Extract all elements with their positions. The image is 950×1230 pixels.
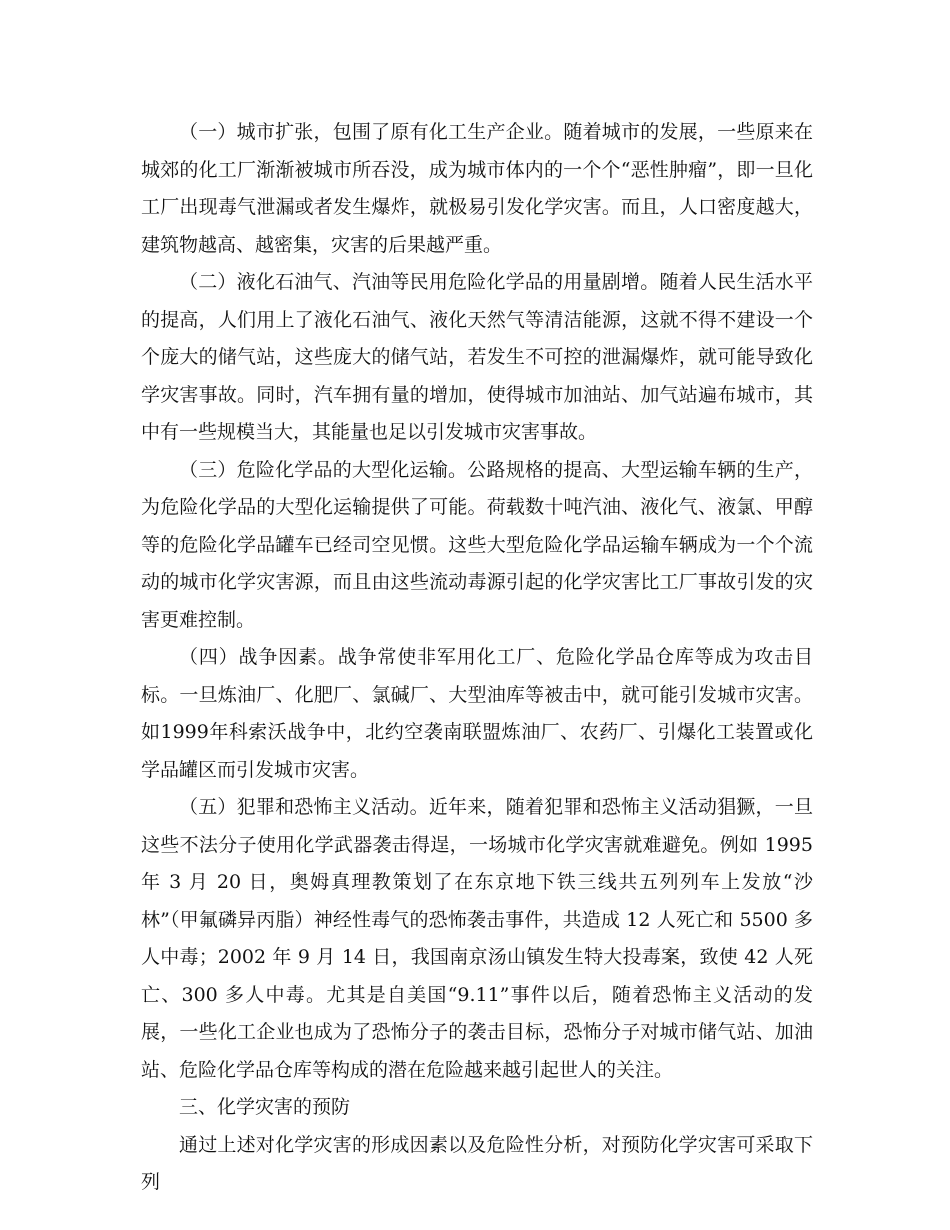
paragraph-3: （三）危险化学品的大型化运输。公路规格的提高、大型运输车辆的生产，为危险化学品的大型化运输提供了可能。荷载数十吨汽油、液化气、液氯、甲醇等的危险化学品罐车已经司空见惯。这些大型危险化学品运输车辆成为一个个流动的城市化学灾害源，而且由这些流动毒源引起的化学灾害比工厂事故引发的灾害更难控制。 (141, 458, 813, 631)
paragraph-2: （二）液化石油气、汽油等民用危险化学品的用量剧增。随着人民生活水平的提高，人们用上了液化石油气、液化天然气等清洁能源，这就不得不建设一个个庞大的储气站，这些庞大的储气站，若发生不可控的泄漏爆炸，就可能导致化学灾害事故。同时，汽车拥有量的增加，使得城市加油站、加气站遍布城市，其中有一些规模当大，其能量也足以引发城市灾害事故。 (141, 271, 813, 443)
section-heading: 三、化学灾害的预防 (179, 1096, 351, 1118)
paragraph-1: （一）城市扩张，包围了原有化工生产企业。随着城市的发展，一些原来在城郊的化工厂渐渐被城市所吞没，成为城市体内的一个个“恶性肿瘤”，即一旦化工厂出现毒气泄漏或者发生爆炸，就极易引发化学灾害。而且，人口密度越大，建筑物越高、越密集，灾害的后果越严重。 (141, 121, 813, 256)
paragraph-4: （四）战争因素。战争常使非军用化工厂、危险化学品仓库等成为攻击目标。一旦炼油厂、化肥厂、氯碱厂、大型油库等被击中，就可能引发城市灾害。如1999年科索沃战争中，北约空袭南联盟炼油厂、农药厂、引爆化工装置或化学品罐区而引发城市灾害。 (141, 646, 813, 781)
paragraph-5: （五）犯罪和恐怖主义活动。近年来，随着犯罪和恐怖主义活动猖獗，一旦这些不法分子使用化学武器袭击得逞，一场城市化学灾害就难避免。例如 1995 年 3 月 20 日，奥姆真理教策划了在东京地下铁三线共五列列车上发放“沙林”（甲氟磷异丙脂）神经性毒气的恐怖袭击事件，共造成 12 人死亡和 5500 多人中毒；2002 年 9 月 14 日，我国南京汤山镇发生特大投毒案，致使 42 人死亡、300 多人中毒。尤其是自美国“9.11”事件以后，随着恐怖主义活动的发展，一些化工企业也成为了恐怖分子的袭击目标，恐怖分子对城市储气站、加油站、危险化学品仓库等构成的潜在危险越来越引起世人的关注。 (141, 796, 813, 1081)
document-body (141, 114, 813, 1202)
paragraph-6: 通过上述对化学灾害的形成因素以及危险性分析，对预防化学灾害可采取下列 (141, 1133, 813, 1193)
